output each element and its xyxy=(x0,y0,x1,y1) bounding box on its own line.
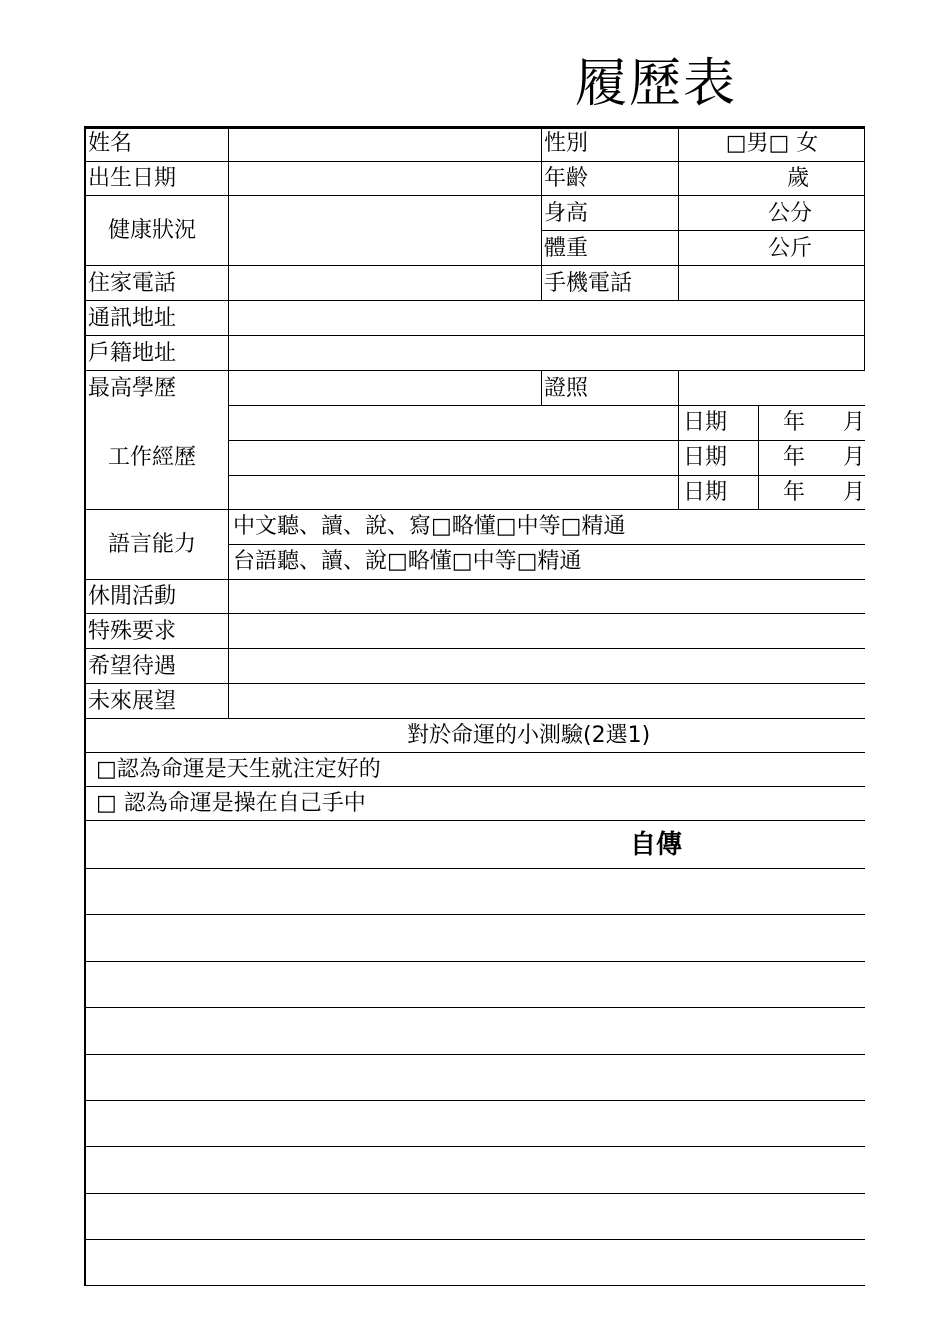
work-field[interactable] xyxy=(230,477,676,508)
home-phone-label: 住家電話 xyxy=(88,271,177,296)
quiz-title: 對於命運的小測驗(2選1) xyxy=(407,723,651,748)
work-month-label: 月 xyxy=(843,480,866,505)
column-divider xyxy=(678,126,679,300)
mobile-label: 手機電話 xyxy=(544,271,633,296)
license-field[interactable] xyxy=(680,372,863,404)
row-divider xyxy=(84,613,865,614)
column-divider xyxy=(541,126,542,300)
work-year-label: 年 xyxy=(783,410,806,435)
work-date-label: 日期 xyxy=(683,445,728,470)
row-divider xyxy=(84,370,865,371)
work-month-label: 月 xyxy=(843,410,866,435)
work-label: 工作經歷 xyxy=(108,445,197,470)
leisure-field[interactable] xyxy=(230,581,863,612)
home-phone-field[interactable] xyxy=(230,267,539,299)
autobiography-title: 自傳 xyxy=(630,830,683,860)
health-field[interactable] xyxy=(230,197,539,264)
row-divider xyxy=(84,868,865,869)
language-option-taiwanese[interactable]: 台語聽、讀、說□略懂□中等□精通 xyxy=(233,549,582,574)
leisure-label: 休閒活動 xyxy=(88,584,177,609)
column-divider xyxy=(758,405,759,509)
mobile-field[interactable] xyxy=(680,267,863,299)
gender-label: 性別 xyxy=(544,131,589,156)
column-divider xyxy=(228,126,229,718)
health-label: 健康狀況 xyxy=(108,218,197,243)
name-label: 姓名 xyxy=(88,131,133,156)
row-divider xyxy=(84,300,865,301)
work-date-label: 日期 xyxy=(683,480,728,505)
special-label: 特殊要求 xyxy=(88,619,177,644)
weight-unit: 公斤 xyxy=(768,236,813,261)
salary-field[interactable] xyxy=(230,650,863,682)
birth-field[interactable] xyxy=(230,163,539,194)
row-divider xyxy=(84,579,865,580)
page-title: 履歷表 xyxy=(575,54,738,114)
row-divider xyxy=(84,683,865,684)
future-label: 未來展望 xyxy=(88,689,177,714)
work-field[interactable] xyxy=(230,407,676,439)
row-divider xyxy=(541,230,865,231)
quiz-option-2[interactable]: □ 認為命運是操在自己手中 xyxy=(96,791,366,816)
age-unit: 歲 xyxy=(787,166,810,191)
education-label: 最高學歷 xyxy=(88,376,177,401)
mail-address-field[interactable] xyxy=(230,302,863,334)
row-divider xyxy=(228,440,865,441)
salary-label: 希望待遇 xyxy=(88,654,177,679)
name-field[interactable] xyxy=(230,128,539,160)
column-divider xyxy=(678,370,679,509)
autobiography-area[interactable] xyxy=(86,870,864,1284)
row-divider xyxy=(84,335,865,336)
registered-address-label: 戶籍地址 xyxy=(88,341,177,366)
future-field[interactable] xyxy=(230,685,863,717)
height-unit: 公分 xyxy=(768,201,813,226)
table-bottom-border xyxy=(84,1285,865,1286)
quiz-option-1[interactable]: □認為命運是天生就注定好的 xyxy=(96,757,381,782)
height-label: 身高 xyxy=(544,201,589,226)
license-label: 證照 xyxy=(544,376,589,401)
row-divider xyxy=(84,648,865,649)
age-label: 年齡 xyxy=(544,166,589,191)
registered-address-field[interactable] xyxy=(230,337,863,369)
row-divider xyxy=(84,161,865,162)
work-month-label: 月 xyxy=(843,445,866,470)
column-divider xyxy=(541,370,542,405)
work-field[interactable] xyxy=(230,442,676,474)
language-label: 語言能力 xyxy=(108,532,197,557)
gender-options[interactable]: □男□ 女 xyxy=(725,131,819,156)
language-option-chinese[interactable]: 中文聽、讀、說、寫□略懂□中等□精通 xyxy=(233,514,626,539)
education-field[interactable] xyxy=(230,372,539,404)
work-year-label: 年 xyxy=(783,480,806,505)
row-divider xyxy=(84,195,865,196)
work-date-label: 日期 xyxy=(683,410,728,435)
work-year-label: 年 xyxy=(783,445,806,470)
table-right-border xyxy=(864,126,865,370)
weight-label: 體重 xyxy=(544,236,589,261)
row-divider xyxy=(228,475,865,476)
birth-label: 出生日期 xyxy=(88,166,177,191)
row-divider xyxy=(84,265,865,266)
mail-address-label: 通訊地址 xyxy=(88,306,177,331)
special-field[interactable] xyxy=(230,615,863,647)
